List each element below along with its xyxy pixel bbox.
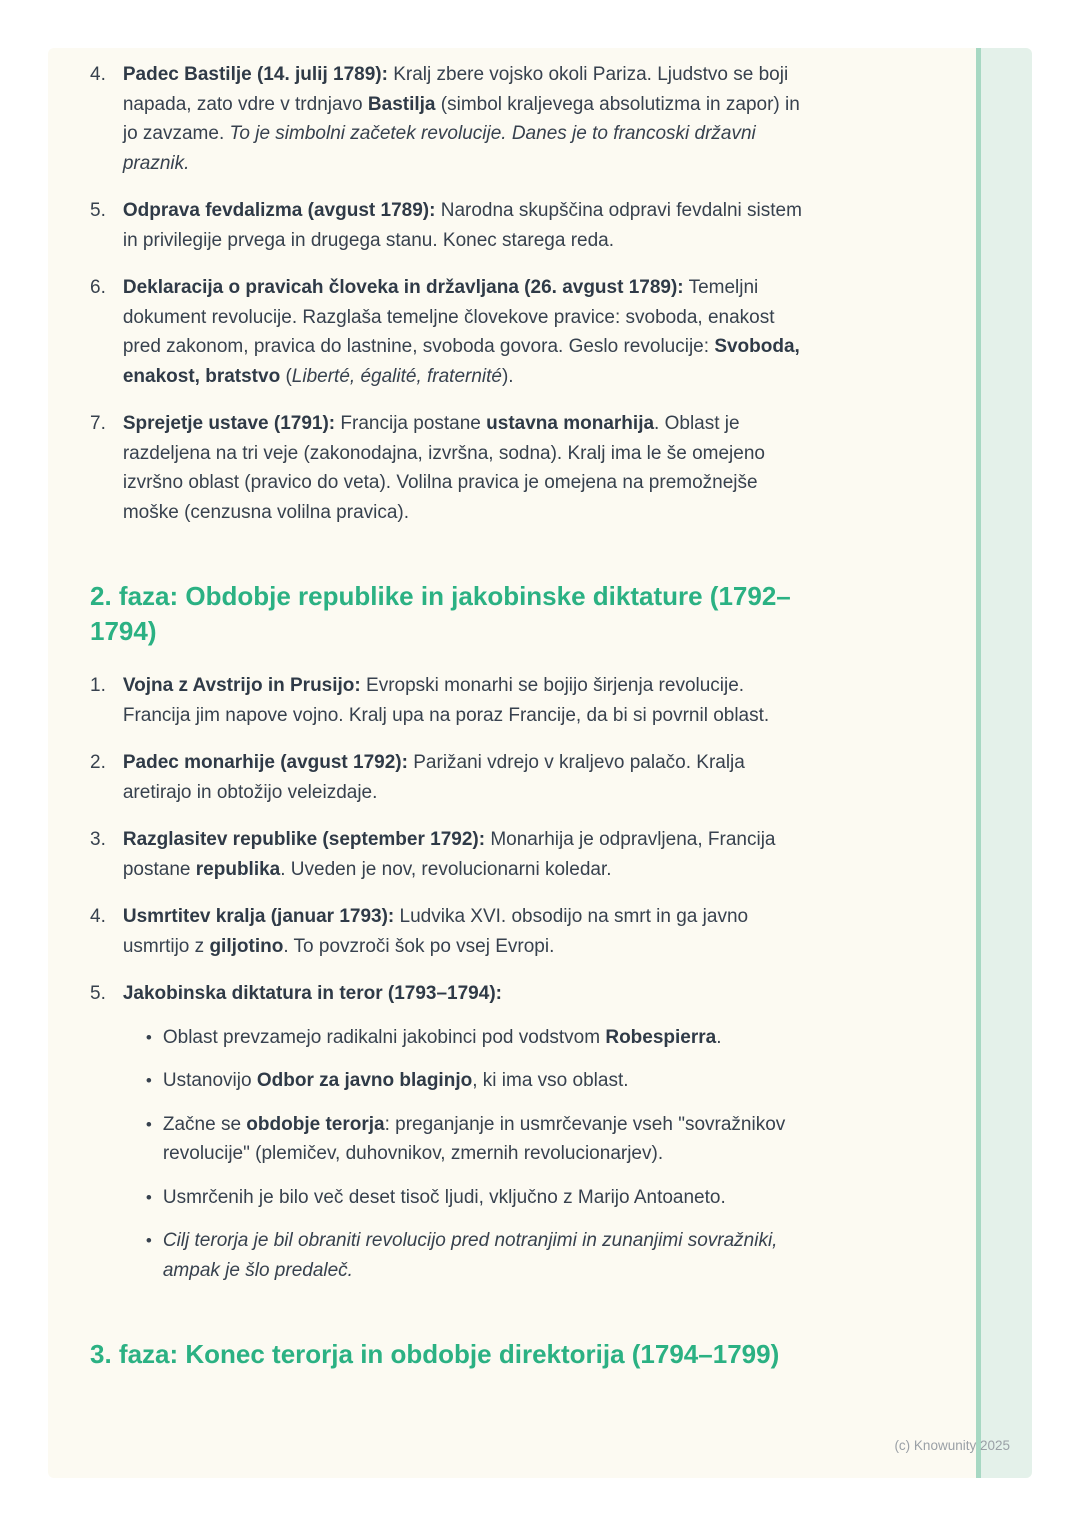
text-run: Parižani vdrejo v kraljevo palačo. Kralja aretirajo in obtožijo veleizdaje.	[122, 752, 745, 803]
list-item-text	[123, 671, 805, 730]
text-run: . To povzroči šok po vsej Evropi.	[283, 935, 555, 957]
bullet-dot: •	[145, 1187, 152, 1207]
bullet-text	[163, 1226, 803, 1285]
list-item	[90, 902, 860, 961]
list-item	[90, 273, 860, 391]
text-run: Monarhija je odpravljena, Francija postane	[122, 829, 776, 880]
text-run: , ki ima vso oblast.	[472, 1070, 629, 1091]
bullet-dot: •	[145, 1071, 152, 1090]
text-run: Usmrčenih je bilo več deset tisoč ljudi, vključno z Marijo Antoaneto.	[162, 1186, 726, 1208]
text-run: obdobje terorja	[246, 1113, 385, 1135]
text-run: Deklaracija o pravicah človeka in državljana (26. avgust 1789):	[122, 277, 684, 298]
text-run: ).	[501, 365, 514, 387]
side-stripe	[976, 48, 1032, 1478]
copyright-footer: (c) Knowunity 2025	[894, 1438, 1010, 1453]
text-run: (simbol kraljevega absolutizma in zapor) in jo zavzame.	[122, 93, 800, 144]
list-item-text	[123, 60, 805, 178]
text-run: Začne se	[162, 1113, 247, 1135]
bullet-item	[123, 1066, 805, 1096]
list-item-number: 2.	[90, 752, 106, 773]
text-run: Liberté, égalité, fraternité	[291, 365, 502, 387]
text-run: Francija postane	[335, 413, 487, 434]
list-item	[90, 196, 860, 255]
list-item-number: 5.	[90, 200, 106, 221]
text-run: .	[716, 1026, 722, 1048]
list-item	[90, 748, 860, 807]
text-run: Oblast prevzamejo radikalni jakobinci pod vodstvom	[162, 1026, 606, 1048]
list-item-number: 7.	[90, 413, 106, 434]
text-run: Usmrtitev kralja (januar 1793):	[122, 906, 395, 927]
text-run: Ludvika XVI. obsodijo na smrt in ga javno usmrtijo z	[122, 906, 749, 957]
text-run: (	[280, 365, 292, 387]
bullet-item	[123, 1226, 805, 1285]
list-item-number: 1.	[90, 675, 106, 696]
text-run: Padec Bastilje (14. julij 1789):	[122, 64, 388, 85]
list-item	[90, 671, 860, 730]
bullet-text	[163, 1023, 803, 1053]
text-run: Svoboda, enakost, bratstvo	[122, 336, 800, 387]
list-item-number: 4.	[90, 906, 106, 927]
text-run: Padec monarhije (avgust 1792):	[122, 752, 408, 773]
list-item-text	[123, 273, 805, 391]
list-item-number: 6.	[90, 277, 106, 298]
text-run: Cilj terorja je bil obraniti revolucijo pred notranjimi in zunanjimi sovražniki, ampak je šlo predaleč.	[162, 1230, 778, 1281]
text-run: Odprava fevdalizma (avgust 1789):	[122, 200, 436, 221]
ordered-list	[90, 60, 860, 527]
bullet-dot: •	[145, 1114, 152, 1134]
text-run: To je simbolni začetek revolucije. Danes je to francoski državni praznik.	[122, 123, 756, 174]
list-item	[90, 825, 860, 884]
list-item-text	[123, 825, 805, 884]
bullet-dot: •	[145, 1231, 152, 1250]
document-content	[90, 48, 860, 1394]
bullet-dot: •	[145, 1027, 152, 1047]
section-heading: 2. faza: Obdobje republike in jakobinske diktature (1792–1794)	[90, 581, 791, 646]
list-item-number: 4.	[90, 64, 106, 85]
list-item	[90, 60, 860, 178]
text-run: . Uveden je nov, revolucionarni koledar.	[280, 858, 612, 880]
text-run: Bastilja	[367, 93, 436, 115]
bullet-item	[123, 1023, 805, 1053]
bullet-item	[123, 1183, 805, 1213]
text-run: Jakobinska diktatura in teror (1793–1794):	[122, 983, 502, 1004]
list-item-number: 3.	[90, 829, 106, 850]
text-run: Odbor za javno blaginjo	[256, 1070, 473, 1091]
text-run: Evropski monarhi se bojijo širjenja revolucije. Francija jim napove vojno. Kralj upa na poraz Francije, da bi si povrnil oblast.	[122, 675, 770, 726]
bullet-text	[163, 1183, 803, 1213]
list-item-text	[123, 902, 805, 961]
text-run: ustavna monarhija	[486, 413, 655, 434]
text-run: Sprejetje ustave (1791):	[122, 413, 336, 434]
section-heading: 3. faza: Konec terorja in obdobje direktorija (1794–1799)	[90, 1339, 780, 1369]
text-run: . Oblast je razdeljena na tri veje (zakonodajna, izvršna, sodna). Kralj ima le še omejeno izvršno oblast (pravico do veta). Volilna pravica je omejena na premožnejše moške (cenzusna volilna pravica).	[122, 413, 765, 523]
text-run: Ustanovijo	[162, 1070, 257, 1091]
document-page	[48, 48, 1032, 1478]
list-item-text	[123, 979, 805, 1285]
bullet-item	[123, 1110, 805, 1169]
text-run: Robespierra	[605, 1026, 717, 1048]
list-item-text	[123, 196, 805, 255]
text-run: Temeljni dokument revolucije. Razglaša temeljne človekove pravice: svoboda, enakost pred zakonom, pravica do lastnine, svoboda govora. Geslo revolucije:	[122, 277, 775, 357]
bullet-text	[163, 1110, 803, 1169]
list-item-text	[123, 748, 805, 807]
text-run: Kralj zbere vojsko okoli Pariza. Ljudstvo se boji napada, zato vdre v trdnjavo	[122, 64, 789, 115]
text-run: : preganjanje in usmrčevanje vseh "sovražnikov revolucije" (plemičev, duhovnikov, zmernih revolucionarjev).	[162, 1113, 786, 1164]
ordered-list	[90, 671, 860, 1285]
text-run: Vojna z Avstrijo in Prusijo:	[122, 675, 361, 696]
list-item-number: 5.	[90, 983, 106, 1004]
text-run: Razglasitev republike (september 1792):	[122, 829, 486, 850]
text-run: giljotino	[209, 935, 284, 957]
text-run: republika	[195, 858, 281, 880]
list-item-text	[123, 409, 805, 527]
text-run: Narodna skupščina odpravi fevdalni sistem in privilegije prvega in drugega stanu. Konec starega reda.	[122, 200, 802, 251]
list-item	[90, 979, 860, 1285]
list-item	[90, 409, 860, 527]
bullet-text	[163, 1066, 803, 1096]
